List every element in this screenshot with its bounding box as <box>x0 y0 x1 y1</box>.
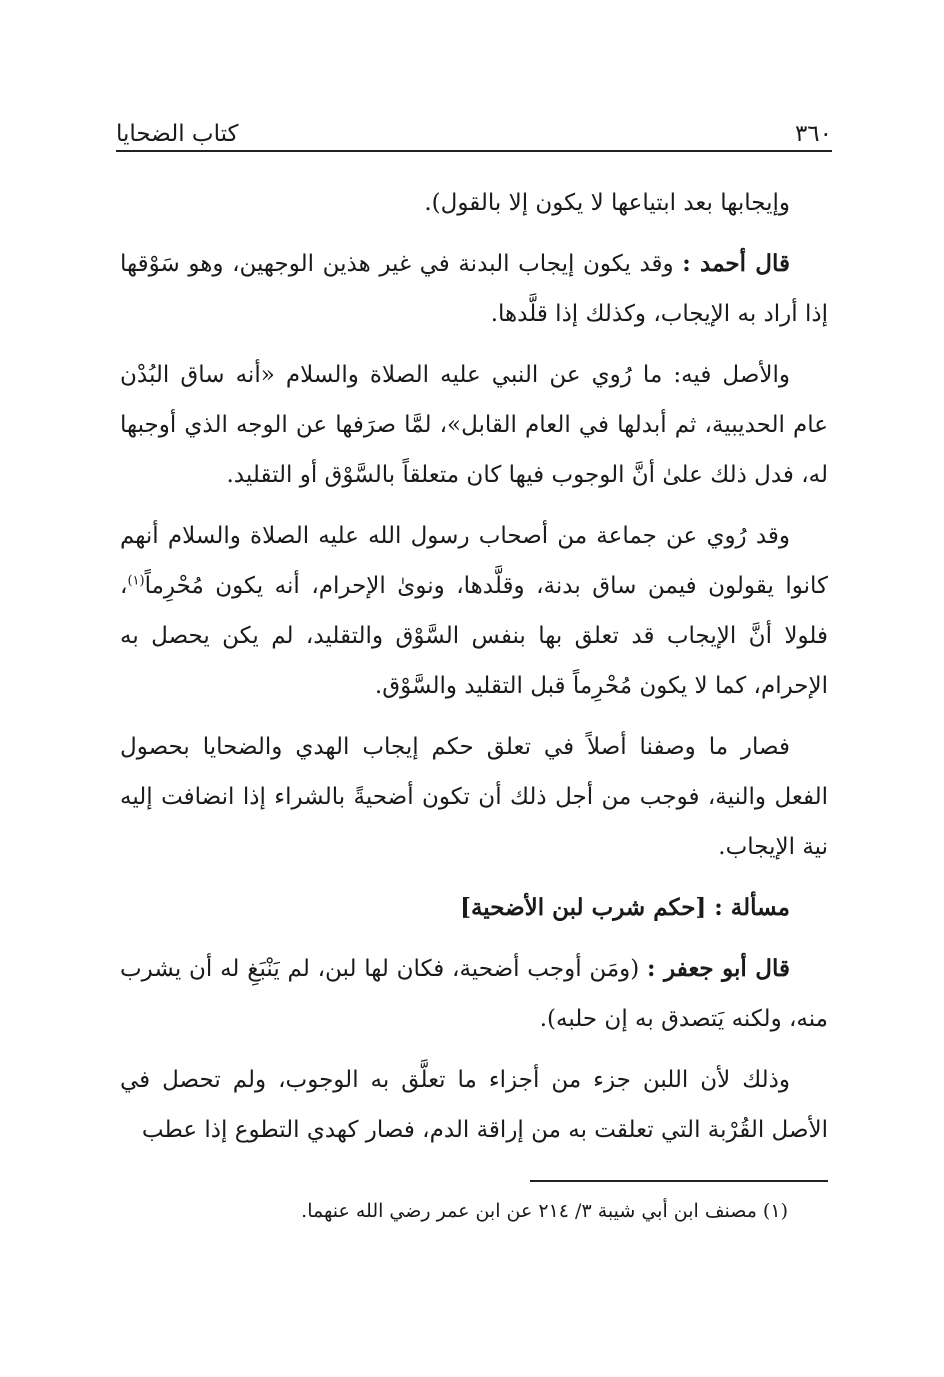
footnote: (١) مصنف ابن أبي شيبة ٣/ ٢١٤ عن ابن عمر رضي الله عنهما. <box>301 1200 788 1222</box>
paragraph-text: (ومَن أوجب أضحية، فكان لها لبن، لم يَنْبَغِ له أن يشرب منه، ولكنه يَتصدق به إن حلبه). <box>120 956 828 1032</box>
paragraph <box>120 239 828 339</box>
section-heading-text: مسألة : [حكم شرب لبن الأضحية] <box>460 894 790 921</box>
paragraph-text: وقد يكون إيجاب البدنة في غير هذين الوجهين، وهو سَوْقها إذا أراد به الإيجاب، وكذلك إذا قلَّدها. <box>120 251 828 327</box>
running-header <box>116 103 832 147</box>
speaker-label: قال أحمد : <box>682 250 790 277</box>
footnote-marker: (١) <box>127 573 145 589</box>
book-title: كتاب الضحايا <box>116 121 239 147</box>
speaker-label: قال أبو جعفر : <box>647 955 790 982</box>
paragraph-text-continued: ، فلولا أنَّ الإيجاب قد تعلق بها بنفس السَّوْق والتقليد، لم يكن يحصل به الإحرام، كما لا يكون مُحْرِماً قبل التقليد والسَّوْق. <box>120 573 828 699</box>
footnote-rule <box>530 1180 828 1182</box>
section-heading <box>120 883 828 933</box>
paragraph <box>120 722 828 872</box>
paragraph <box>120 350 828 500</box>
main-text <box>120 178 828 1166</box>
paragraph <box>120 178 828 228</box>
paragraph <box>120 511 828 711</box>
paragraph-text: وإيجابها بعد ابتياعها لا يكون إلا بالقول). <box>424 190 790 216</box>
page-number: ٣٦٠ <box>794 121 832 147</box>
paragraph <box>120 944 828 1044</box>
paragraph-text: وقد رُوي عن جماعة من أصحاب رسول الله عليه الصلاة والسلام أنهم كانوا يقولون فيمن ساق بدنة، وقلَّدها، ونوىٰ الإحرام، أنه يكون مُحْرِماً <box>120 523 828 599</box>
paragraph-text: فصار ما وصفنا أصلاً في تعلق حكم إيجاب الهدي والضحايا بحصول الفعل والنية، فوجب من أجل ذلك أن تكون أضحيةً بالشراء إذا انضافت إليه نية الإيجاب. <box>120 734 828 860</box>
paragraph-text: وذلك لأن اللبن جزء من أجزاء ما تعلَّق به الوجوب، ولم تحصل في الأصل القُرْبة التي تعلقت به من إراقة الدم، فصار كهدي التطوع إذا عطب <box>120 1067 828 1143</box>
header-rule <box>116 150 832 152</box>
paragraph <box>120 1055 828 1155</box>
paragraph-text: والأصل فيه: ما رُوي عن النبي عليه الصلاة والسلام «أنه ساق البُدْن عام الحديبية، ثم أبدلها في العام القابل»، لمَّا صرَفها عن الوجه الذي أوجبها له، فدل ذلك علىٰ أنَّ الوجوب فيها كان متعلقاً بالسَّوْق أو التقليد. <box>120 362 828 488</box>
